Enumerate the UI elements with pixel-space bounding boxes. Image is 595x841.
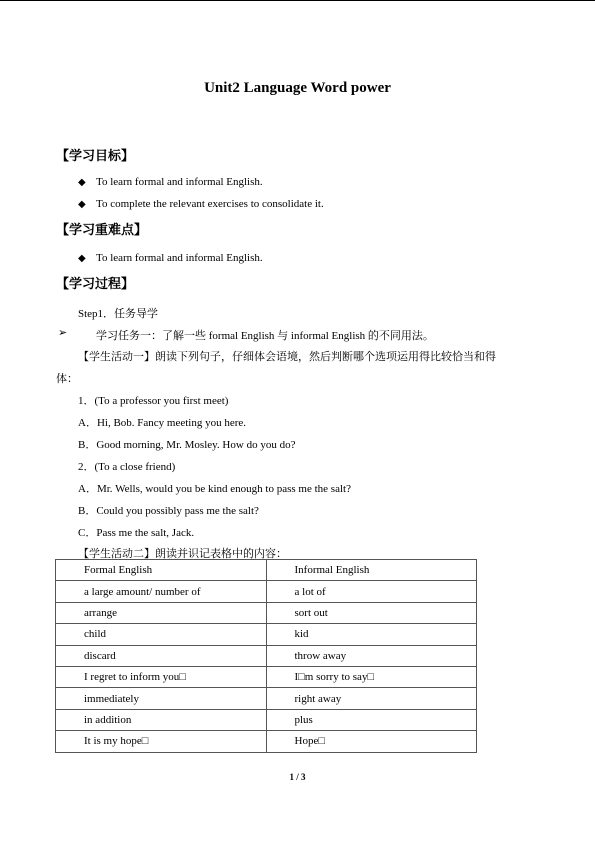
goal-item: ◆ To learn formal and informal English. <box>78 176 263 188</box>
question-2-option-c: C．Pass me the salt, Jack. <box>78 527 195 539</box>
table-row <box>56 624 477 645</box>
table-cell: a large amount/ number of <box>56 581 267 602</box>
table-row <box>56 666 477 687</box>
activity1-text: 【学生活动一】朗读下列句子，仔细体会语境，然后判断哪个选项运用得比较恰当和得 <box>78 351 496 363</box>
diamond-bullet-icon: ◆ <box>78 199 86 210</box>
question-2: 2．(To a close friend) <box>78 461 176 473</box>
table-cell: plus <box>266 709 477 730</box>
arrow-bullet-icon: ➢ <box>58 327 68 339</box>
goals-heading: 【学习目标】 <box>56 149 135 164</box>
table-header-row <box>56 560 477 581</box>
key-point-item: ◆ To learn formal and informal English. <box>78 252 263 264</box>
table-cell: immediately <box>56 688 267 709</box>
activity1-text-cont: 体： <box>56 373 78 385</box>
key-points-heading: 【学习重难点】 <box>56 223 148 238</box>
table-row <box>56 709 477 730</box>
table-cell: throw away <box>266 645 477 666</box>
table-cell: It is my hope□ <box>56 731 267 752</box>
table-row <box>56 602 477 623</box>
table-row <box>56 731 477 752</box>
table-cell: Hope□ <box>266 731 477 752</box>
table-header-cell: Informal English <box>266 560 477 581</box>
table-cell: right away <box>266 688 477 709</box>
activity2-text: 【学生活动二】朗读并识记表格中的内容： <box>78 548 287 560</box>
diamond-bullet-icon: ◆ <box>78 177 86 188</box>
goal-item: ◆ To complete the relevant exercises to consolidate it. <box>78 198 324 210</box>
table-cell: I regret to inform you□ <box>56 666 267 687</box>
table-cell: a lot of <box>266 581 477 602</box>
table-cell: arrange <box>56 602 267 623</box>
step1-label: Step1．任务导学 <box>78 308 159 320</box>
table-cell: I□m sorry to say□ <box>266 666 477 687</box>
diamond-bullet-icon: ◆ <box>78 253 86 264</box>
question-2-option-a: A．Mr. Wells, would you be kind enough to pass me the salt? <box>78 483 351 495</box>
table-cell: in addition <box>56 709 267 730</box>
document-title: Unit2 Language Word power <box>204 80 391 96</box>
question-1-option-a: A．Hi, Bob. Fancy meeting you here. <box>78 417 247 429</box>
table-cell: sort out <box>266 602 477 623</box>
question-2-option-b: B．Could you possibly pass me the salt? <box>78 505 259 517</box>
table-row <box>56 688 477 709</box>
process-heading: 【学习过程】 <box>56 277 135 292</box>
table-cell: discard <box>56 645 267 666</box>
table-cell: kid <box>266 624 477 645</box>
table-cell: child <box>56 624 267 645</box>
table-header-cell: Formal English <box>56 560 267 581</box>
page-top-rule <box>0 0 595 1</box>
page-number: 1 / 3 <box>289 772 306 782</box>
table-row <box>56 581 477 602</box>
question-1: 1．(To a professor you first meet) <box>78 395 229 407</box>
table-row <box>56 645 477 666</box>
question-1-option-b: B．Good morning, Mr. Mosley. How do you do? <box>78 439 296 451</box>
formal-informal-table <box>55 559 477 753</box>
task1-text: 学习任务一：了解一些 formal English 与 informal English 的不同用法。 <box>96 330 434 342</box>
